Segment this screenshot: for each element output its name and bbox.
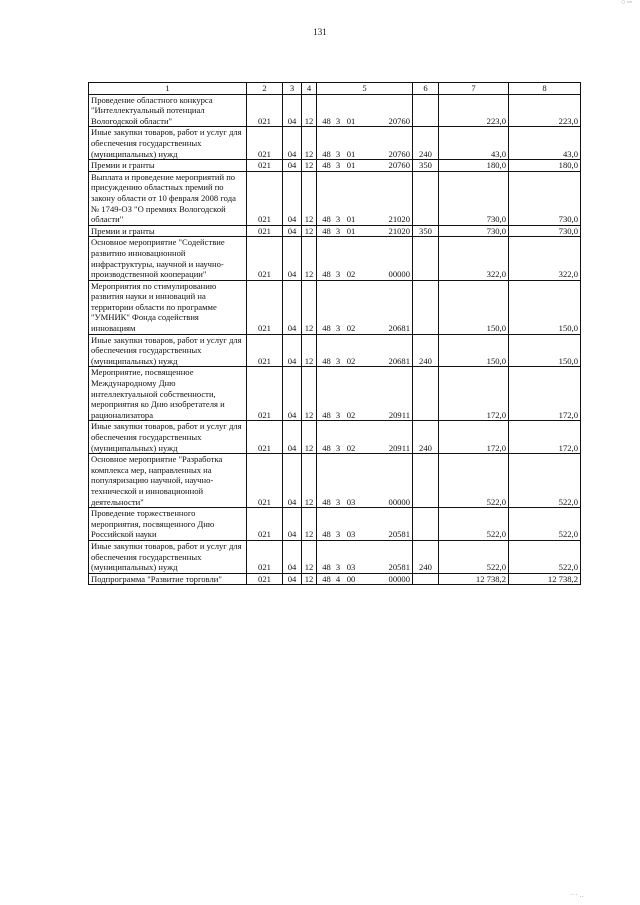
expense-type-code [413,280,439,334]
expense-type-code [413,367,439,421]
target-article-part: 01 [346,115,356,126]
target-article-code [317,508,413,541]
target-article-part: 48 [322,562,331,573]
target-article-code [317,540,413,573]
target-article-part: 3 [335,529,341,540]
subsection-code: 12 [302,540,317,573]
target-article-part: 01 [346,148,356,159]
target-article-part: 4 [335,573,341,584]
row-name: Основное мероприятие "Содействие развитию инновационной инфраструктуры, научной и научно-производственной кооперации" [89,237,247,280]
row-name: Премии и гранты [89,160,247,172]
amount-col7: 730,0 [439,171,509,225]
subsection-code: 12 [302,573,317,585]
target-article-part: 3 [335,269,341,280]
target-article-part: 3 [335,214,341,225]
amount-col7: 180,0 [439,160,509,172]
section-code: 04 [283,237,302,280]
target-article-part: 20911 [388,442,410,453]
target-article-part: 20760 [388,148,410,159]
section-code: 04 [283,280,302,334]
target-article-part: 3 [335,115,341,126]
amount-col8: 322,0 [509,237,581,280]
target-article-part: 48 [322,115,331,126]
target-article-part: 3 [335,355,341,366]
amount-col8: 730,0 [509,225,581,237]
row-name: Иные закупки товаров, работ и услуг для обеспечения государственных (муниципальных) нужд [89,421,247,454]
section-code: 04 [283,508,302,541]
subsection-code: 12 [302,160,317,172]
ministry-code: 021 [247,237,283,280]
amount-col8: 172,0 [509,421,581,454]
target-article-part: 01 [346,225,356,236]
subsection-code: 12 [302,334,317,367]
target-article-code [317,171,413,225]
expense-type-code [413,508,439,541]
subsection-code: 12 [302,280,317,334]
target-article-code [317,127,413,160]
amount-col7: 522,0 [439,508,509,541]
header-cell: 3 [283,83,302,95]
target-article-part: 3 [335,148,341,159]
target-article-code [317,367,413,421]
target-article-part: 3 [335,409,341,420]
amount-col7: 150,0 [439,280,509,334]
target-article-part: 03 [346,562,356,573]
section-code: 04 [283,421,302,454]
target-article-part: 3 [335,160,341,171]
amount-col8: 522,0 [509,508,581,541]
amount-col8: 180,0 [509,160,581,172]
amount-col7: 172,0 [439,367,509,421]
ministry-code: 021 [247,334,283,367]
table-row [89,171,581,225]
header-cell: 2 [247,83,283,95]
amount-col8: 730,0 [509,171,581,225]
target-article-part: 48 [322,214,331,225]
table-row [89,508,581,541]
target-article-part: 00 [346,573,356,584]
target-article-part: 02 [346,409,356,420]
target-article-part: 48 [322,355,331,366]
target-article-part: 02 [346,269,356,280]
budget-table-body [89,83,581,585]
target-article-part: 20911 [388,409,410,420]
expense-type-code [413,171,439,225]
expense-type-code: 240 [413,127,439,160]
target-article-part: 21020 [388,225,410,236]
subsection-code: 12 [302,367,317,421]
table-row [89,573,581,585]
section-code: 04 [283,454,302,508]
subsection-code: 12 [302,171,317,225]
amount-col8: 150,0 [509,334,581,367]
target-article-code [317,421,413,454]
subsection-code: 12 [302,225,317,237]
target-article-part: 02 [346,442,356,453]
expense-type-code [413,237,439,280]
table-row [89,237,581,280]
subsection-code: 12 [302,508,317,541]
row-name: Мероприятия по стимулированию развития науки и инноваций на территории области по программе "УМНИК" Фонда содействия инновациям [89,280,247,334]
amount-col7: 223,0 [439,94,509,127]
target-article-code [317,573,413,585]
target-article-part: 02 [346,323,356,334]
corner-scan-mark: ○ ▫▫ [621,0,632,6]
amount-col7: 172,0 [439,421,509,454]
table-row [89,225,581,237]
table-header-row [89,83,581,95]
ministry-code: 021 [247,160,283,172]
budget-table [88,82,581,585]
row-name: Иные закупки товаров, работ и услуг для обеспечения государственных (муниципальных) нужд [89,334,247,367]
target-article-part: 01 [346,160,356,171]
target-article-part: 48 [322,409,331,420]
amount-col8: 223,0 [509,94,581,127]
target-article-part: 3 [335,323,341,334]
subsection-code: 12 [302,421,317,454]
target-article-code [317,94,413,127]
table-row [89,280,581,334]
ministry-code: 021 [247,540,283,573]
target-article-part: 48 [322,573,331,584]
header-cell: 6 [413,83,439,95]
target-article-part: 48 [322,496,331,507]
table-row [89,334,581,367]
amount-col8: 43,0 [509,127,581,160]
target-article-part: 48 [322,160,331,171]
target-article-code [317,334,413,367]
target-article-part: 20581 [388,562,410,573]
section-code: 04 [283,160,302,172]
amount-col7: 522,0 [439,454,509,508]
ministry-code: 021 [247,573,283,585]
table-row [89,367,581,421]
row-name: Основное мероприятие "Разработка комплекса мер, направленных на популяризацию научной, научно-технической и инновационной деятельности" [89,454,247,508]
subsection-code: 12 [302,237,317,280]
ministry-code: 021 [247,454,283,508]
amount-col8: 522,0 [509,454,581,508]
target-article-part: 48 [322,323,331,334]
amount-col7: 522,0 [439,540,509,573]
target-article-code [317,225,413,237]
row-name: Подпрограмма "Развитие торговли" [89,573,247,585]
amount-col8: 12 738,2 [509,573,581,585]
subsection-code: 12 [302,127,317,160]
target-article-part: 48 [322,529,331,540]
target-article-part: 48 [322,225,331,236]
section-code: 04 [283,171,302,225]
bottom-scan-mark: ··· ‥ [570,891,584,899]
target-article-part: 03 [346,496,356,507]
amount-col7: 43,0 [439,127,509,160]
target-article-part: 00000 [388,573,410,584]
table-row [89,540,581,573]
ministry-code: 021 [247,171,283,225]
target-article-part: 00000 [388,496,410,507]
target-article-part: 20681 [388,355,410,366]
amount-col8: 172,0 [509,367,581,421]
expense-type-code [413,94,439,127]
table-row [89,454,581,508]
target-article-part: 48 [322,442,331,453]
amount-col7: 730,0 [439,225,509,237]
row-name: Иные закупки товаров, работ и услуг для обеспечения государственных (муниципальных) нужд [89,127,247,160]
table-row [89,421,581,454]
target-article-part: 03 [346,529,356,540]
target-article-part: 01 [346,214,356,225]
amount-col7: 12 738,2 [439,573,509,585]
ministry-code: 021 [247,94,283,127]
target-article-part: 48 [322,148,331,159]
target-article-code [317,280,413,334]
ministry-code: 021 [247,225,283,237]
target-article-part: 02 [346,355,356,366]
ministry-code: 021 [247,367,283,421]
row-name: Премии и гранты [89,225,247,237]
table-row [89,127,581,160]
amount-col8: 522,0 [509,540,581,573]
target-article-part: 48 [322,269,331,280]
target-article-part: 21020 [388,214,410,225]
target-article-part: 3 [335,442,341,453]
page-number: 131 [313,27,327,37]
header-cell: 8 [509,83,581,95]
ministry-code: 021 [247,421,283,454]
table-row [89,94,581,127]
row-name: Иные закупки товаров, работ и услуг для обеспечения государственных (муниципальных) нужд [89,540,247,573]
expense-type-code: 350 [413,160,439,172]
target-article-part: 20581 [388,529,410,540]
section-code: 04 [283,540,302,573]
expense-type-code: 240 [413,334,439,367]
expense-type-code [413,573,439,585]
ministry-code: 021 [247,127,283,160]
expense-type-code: 350 [413,225,439,237]
amount-col7: 322,0 [439,237,509,280]
target-article-part: 3 [335,562,341,573]
target-article-part: 3 [335,225,341,236]
section-code: 04 [283,225,302,237]
section-code: 04 [283,367,302,421]
subsection-code: 12 [302,94,317,127]
target-article-part: 20760 [388,160,410,171]
section-code: 04 [283,127,302,160]
target-article-code [317,237,413,280]
target-article-code [317,160,413,172]
ministry-code: 021 [247,280,283,334]
target-article-code [317,454,413,508]
section-code: 04 [283,94,302,127]
target-article-part: 00000 [388,269,410,280]
header-cell: 7 [439,83,509,95]
ministry-code: 021 [247,508,283,541]
expense-type-code: 240 [413,421,439,454]
header-cell: 1 [89,83,247,95]
amount-col8: 150,0 [509,280,581,334]
header-cell: 4 [302,83,317,95]
target-article-part: 20681 [388,323,410,334]
target-article-part: 3 [335,496,341,507]
subsection-code: 12 [302,454,317,508]
row-name: Проведение областного конкурса "Интеллектуальный потенциал Вологодской области" [89,94,247,127]
expense-type-code [413,454,439,508]
expense-type-code: 240 [413,540,439,573]
section-code: 04 [283,334,302,367]
row-name: Проведение торжественного мероприятия, посвященного Дню Российской науки [89,508,247,541]
row-name: Выплата и проведение мероприятий по присуждению областных премий по закону области от 10 февраля 2008 года № 1749-ОЗ "О премиях Вологодской области" [89,171,247,225]
header-cell: 5 [317,83,413,95]
table-row [89,160,581,172]
amount-col7: 150,0 [439,334,509,367]
row-name: Мероприятие, посвященное Международному Дню интеллектуальной собственности, мероприятия ко Дню изобретателя и рационализатора [89,367,247,421]
section-code: 04 [283,573,302,585]
target-article-part: 20760 [388,115,410,126]
